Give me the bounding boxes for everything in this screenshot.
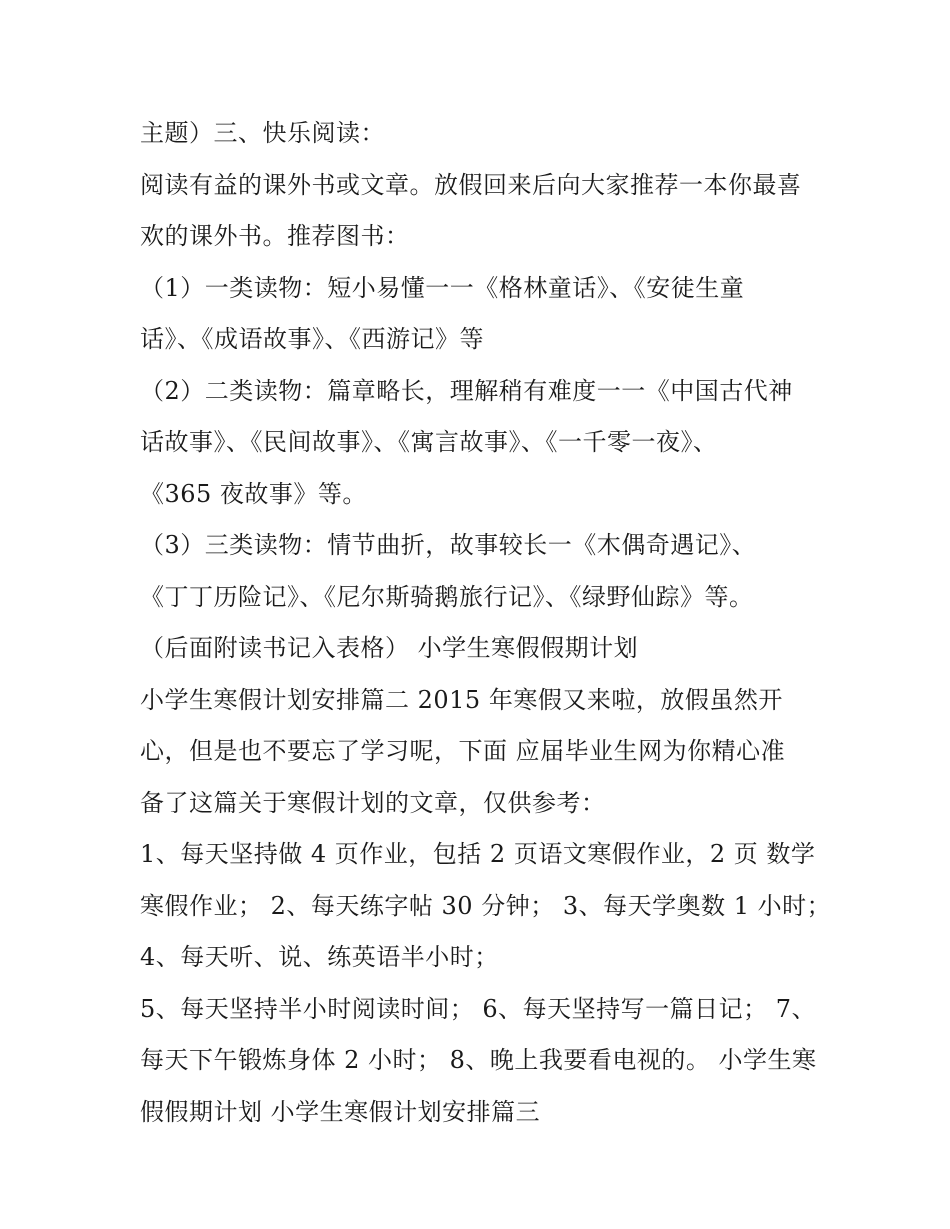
text-line: 话》、《成语故事》、《西游记》等: [140, 325, 484, 353]
text-line: 小学生寒假计划安排篇二 2015 年寒假又来啦，放假虽然开: [140, 685, 783, 714]
text-line: 4、每天听、说、练英语半小时；: [140, 943, 499, 971]
text-line: 《丁丁历险记》、《尼尔斯骑鹅旅行记》、《绿野仙踪》等。: [140, 582, 754, 611]
document-body: [140, 108, 830, 1138]
text-line: 假假期计划 小学生寒假计划安排篇三: [140, 1097, 541, 1126]
text-line: （后面附读书记入表格） 小学生寒假假期计划: [140, 634, 639, 662]
text-line: 主题）三、快乐阅读：: [140, 119, 385, 147]
text-line: 每天下午锻炼身体 2 小时； 8、晚上我要看电视的。 小学生寒: [140, 1046, 817, 1074]
text-line: （2）二类读物：篇章略长，理解稍有难度一一《中国古代神: [140, 376, 793, 405]
text-line: 1、每天坚持做 4 页作业，包括 2 页语文寒假作业，2 页 数学: [140, 840, 816, 868]
text-line: 心，但是也不要忘了学习呢，下面 应届毕业生网为你精心准: [140, 737, 786, 765]
text-line: （3）三类读物：情节曲折，故事较长一《木偶奇遇记》、: [140, 531, 757, 559]
text-line: 阅读有益的课外书或文章。放假回来后向大家推荐一本你最喜: [140, 170, 802, 199]
text-line: 备了这篇关于寒假计划的文章，仅供参考：: [140, 788, 606, 817]
text-line: 欢的课外书。推荐图书：: [140, 222, 410, 250]
text-line: 话故事》、《民间故事》、《寓言故事》、《一千零一夜》、: [140, 428, 718, 456]
text-line: （1）一类读物：短小易懂一一《格林童话》、《安徒生童: [140, 273, 745, 302]
text-line: 寒假作业； 2、每天练字帖 30 分钟； 3、每天学奥数 1 小时；: [140, 891, 832, 920]
text-line: 《365 夜故事》等。: [140, 479, 367, 508]
text-line: 5、每天坚持半小时阅读时间； 6、每天坚持写一篇日记； 7、: [140, 994, 817, 1023]
